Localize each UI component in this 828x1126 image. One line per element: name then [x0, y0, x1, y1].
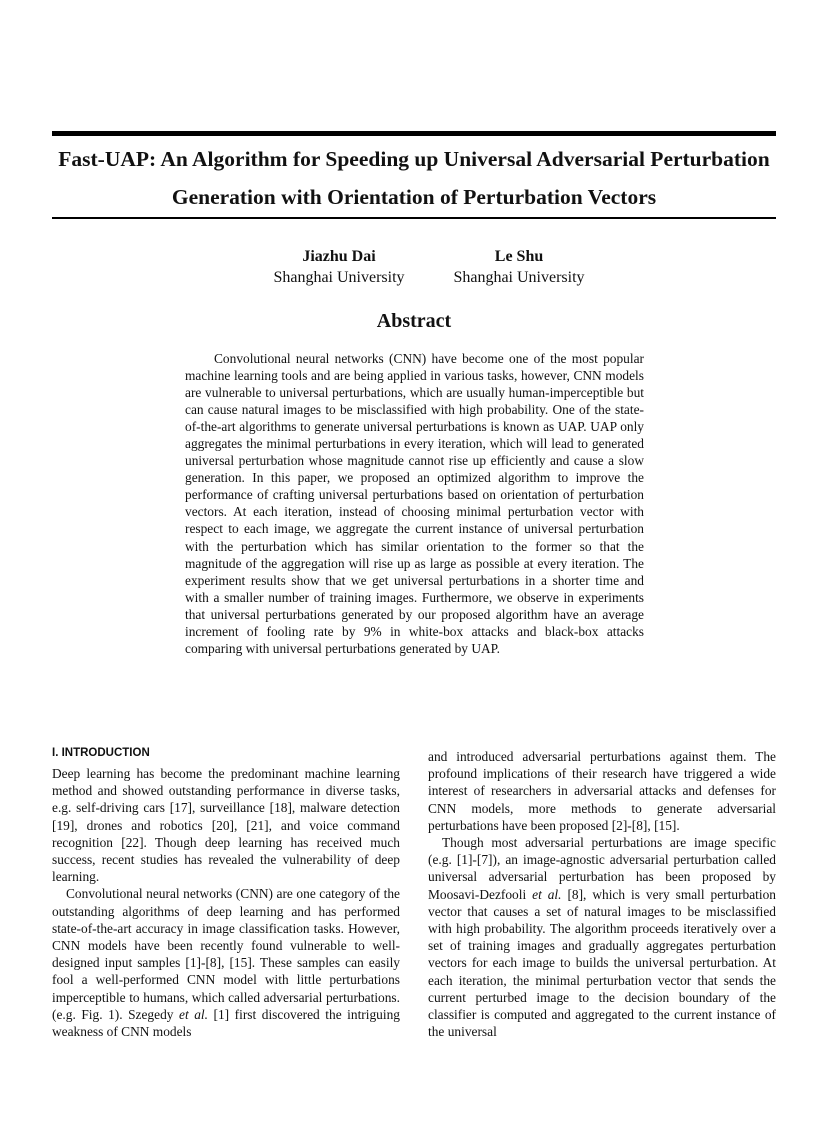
intro-paragraph-1: Deep learning has become the predominant machine learning method and showed outstanding performance in diverse tasks, e.g. self-driving cars [17], surveillance [18], malware detection [19], drones and robotics [20], [21], and voice command recognition [22]. Though deep learning has received much success, recent studies has revealed the vulnerability of deep learning. — [52, 766, 400, 885]
section-heading-introduction: I. INTRODUCTION — [52, 747, 150, 759]
et-al-italic: et al. — [179, 1006, 208, 1022]
title-bottom-rule — [52, 217, 776, 219]
intro-paragraph-3: and introduced adversarial perturbations against them. The profound implications of their research have triggered a wide interest of researchers in adversarial attacks and defenses for CNN models, more methods to generate adversarial perturbations have been proposed [2]-[8], [15]. — [428, 749, 776, 833]
author-block-1 — [258, 246, 420, 288]
author-name: Jiazhu Dai — [302, 248, 376, 265]
paragraph-text: [1] first discovered the intriguing weakness of CNN models — [52, 1006, 400, 1040]
paragraph-text: Convolutional neural networks (CNN) are one category of the outstanding algorithms of deep learning and has performed state-of-the-art accuracy in image classification tasks. However, CNN models have been recently found vulnerable to well-designed input samples [1]-[8], [15]. These samples can easily fool a well-performed CNN model with little perturbations imperceptible to humans, which called adversarial perturbations. (e.g. Fig. 1). Szegedy — [52, 886, 400, 1022]
author-affiliation: Shanghai University — [273, 269, 405, 286]
abstract-heading: Abstract — [376, 310, 452, 332]
author-name: Le Shu — [494, 248, 544, 265]
paragraph-text: Though most adversarial perturbations are image specific (e.g. [1]-[7]), an image-agnostic adversarial perturbation called universal adversarial perturbation has been proposed by Moosavi-Dezfooli — [428, 835, 776, 902]
title-top-rule — [52, 131, 776, 136]
paper-title: Fast-UAP: An Algorithm for Speeding up Universal Adversarial Perturbation Generation with Orientation of Perturbation Vectors — [58, 147, 770, 209]
intro-paragraph-2 — [52, 885, 400, 1040]
author-block-2 — [438, 246, 600, 288]
left-column — [52, 765, 400, 1040]
paragraph-text: [8], which is very small perturbation vector that causes a set of natural images to be misclassified with high probability. The algorithm proceeds iteratively over a set of training images and gradually aggregates perturbation vectors for each image to builds the universal perturbation. At each iteration, the minimal perturbation vector that sends the current perturbed image to the decision boundary of the classifier is computed and aggregated to the current instance of the universal — [428, 886, 777, 1040]
intro-paragraph-4 — [428, 834, 776, 1040]
author-affiliation: Shanghai University — [453, 269, 585, 286]
right-column — [428, 748, 776, 1040]
et-al-italic: et al. — [532, 886, 562, 902]
abstract-text: Convolutional neural networks (CNN) have become one of the most popular machine learning tools and are being applied in various tasks, however, CNN models are vulnerable to universal perturbations, which are usually human-imperceptible but can cause natural images to be misclassified with high probability. One of the state-of-the-art algorithms to generate universal perturbations is known as UAP. UAP only aggregates the minimal perturbations in every iteration, which will lead to generated universal perturbation whose magnitude cannot rise up efficiently and cause a slow generation. In this paper, we proposed an optimized algorithm to improve the performance of crafting universal perturbations based on orientation of perturbation vectors. At each iteration, instead of choosing minimal perturbation vector with respect to each image, we aggregate the current instance of universal perturbation with the perturbation which has similar orientation to the former so that the magnitude of the aggregation will rise up as large as possible at every iteration. The experiment results show that we get universal perturbations in a shorter time and with a smaller number of training images. Furthermore, we observe in experiments that universal perturbations generated by our proposed algorithm have an average increment of fooling rate by 9% in white-box attacks and black-box attacks comparing with universal perturbations generated by UAP. — [185, 351, 644, 656]
